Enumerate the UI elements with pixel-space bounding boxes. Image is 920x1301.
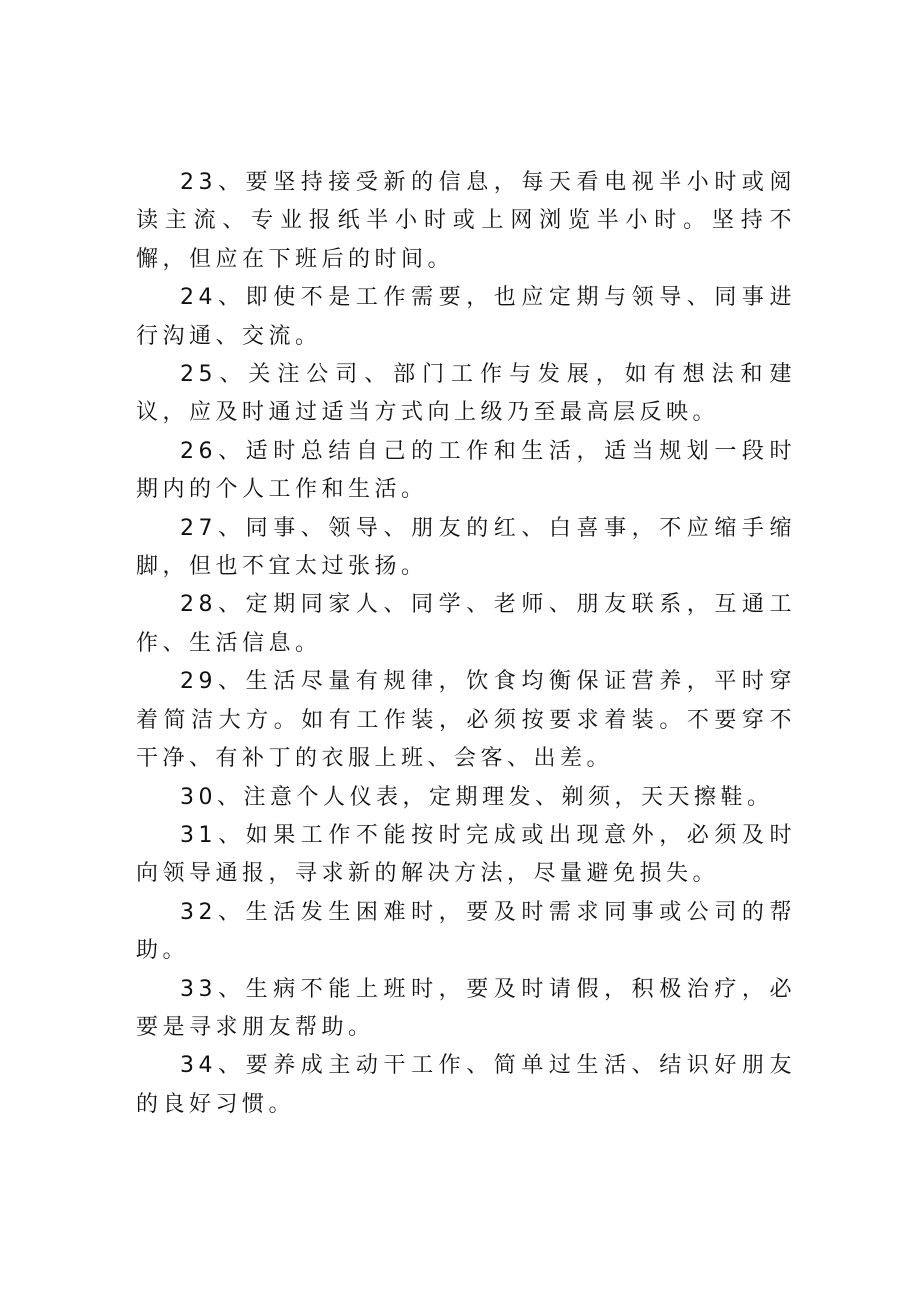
paragraph-23: 23、要坚持接受新的信息，每天看电视半小时或阅读主流、专业报纸半小时或上网浏览半小时。坚持不懈，但应在下班后的时间。 bbox=[136, 170, 796, 272]
document-body bbox=[136, 164, 796, 1124]
paragraph-28: 28、定期同家人、同学、老师、朋友联系，互通工作、生活信息。 bbox=[136, 592, 796, 656]
paragraph-26: 26、适时总结自己的工作和生活，适当规划一段时期内的个人工作和生活。 bbox=[136, 438, 796, 503]
paragraph-33: 33、生病不能上班时，要及时请假，积极治疗，必要是寻求朋友帮助。 bbox=[136, 976, 796, 1040]
paragraph-27: 27、同事、领导、朋友的红、白喜事，不应缩手缩脚，但也不宜太过张扬。 bbox=[136, 515, 796, 580]
paragraph-25: 25、关注公司、部门工作与发展，如有想法和建议，应及时通过适当方式向上级乃至最高层反映。 bbox=[136, 362, 796, 426]
paragraph-29: 29、生活尽量有规律，饮食均衡保证营养，平时穿着简洁大方。如有工作装，必须按要求着装。不要穿不干净、有补丁的衣服上班、会客、出差。 bbox=[136, 669, 796, 772]
paragraph-31: 31、如果工作不能按时完成或出现意外，必须及时向领导通报，寻求新的解决方法，尽量避免损失。 bbox=[136, 822, 796, 887]
paragraph-30: 30、注意个人仪表，定期理发、剃须，天天擦鞋。 bbox=[180, 784, 774, 810]
paragraph-32: 32、生活发生困难时，要及时需求同事或公司的帮助。 bbox=[136, 899, 796, 964]
paragraph-24: 24、即使不是工作需要，也应定期与领导、同事进行沟通、交流。 bbox=[136, 285, 796, 349]
paragraph-34: 34、要养成主动干工作、简单过生活、结识好朋友的良好习惯。 bbox=[136, 1053, 796, 1117]
